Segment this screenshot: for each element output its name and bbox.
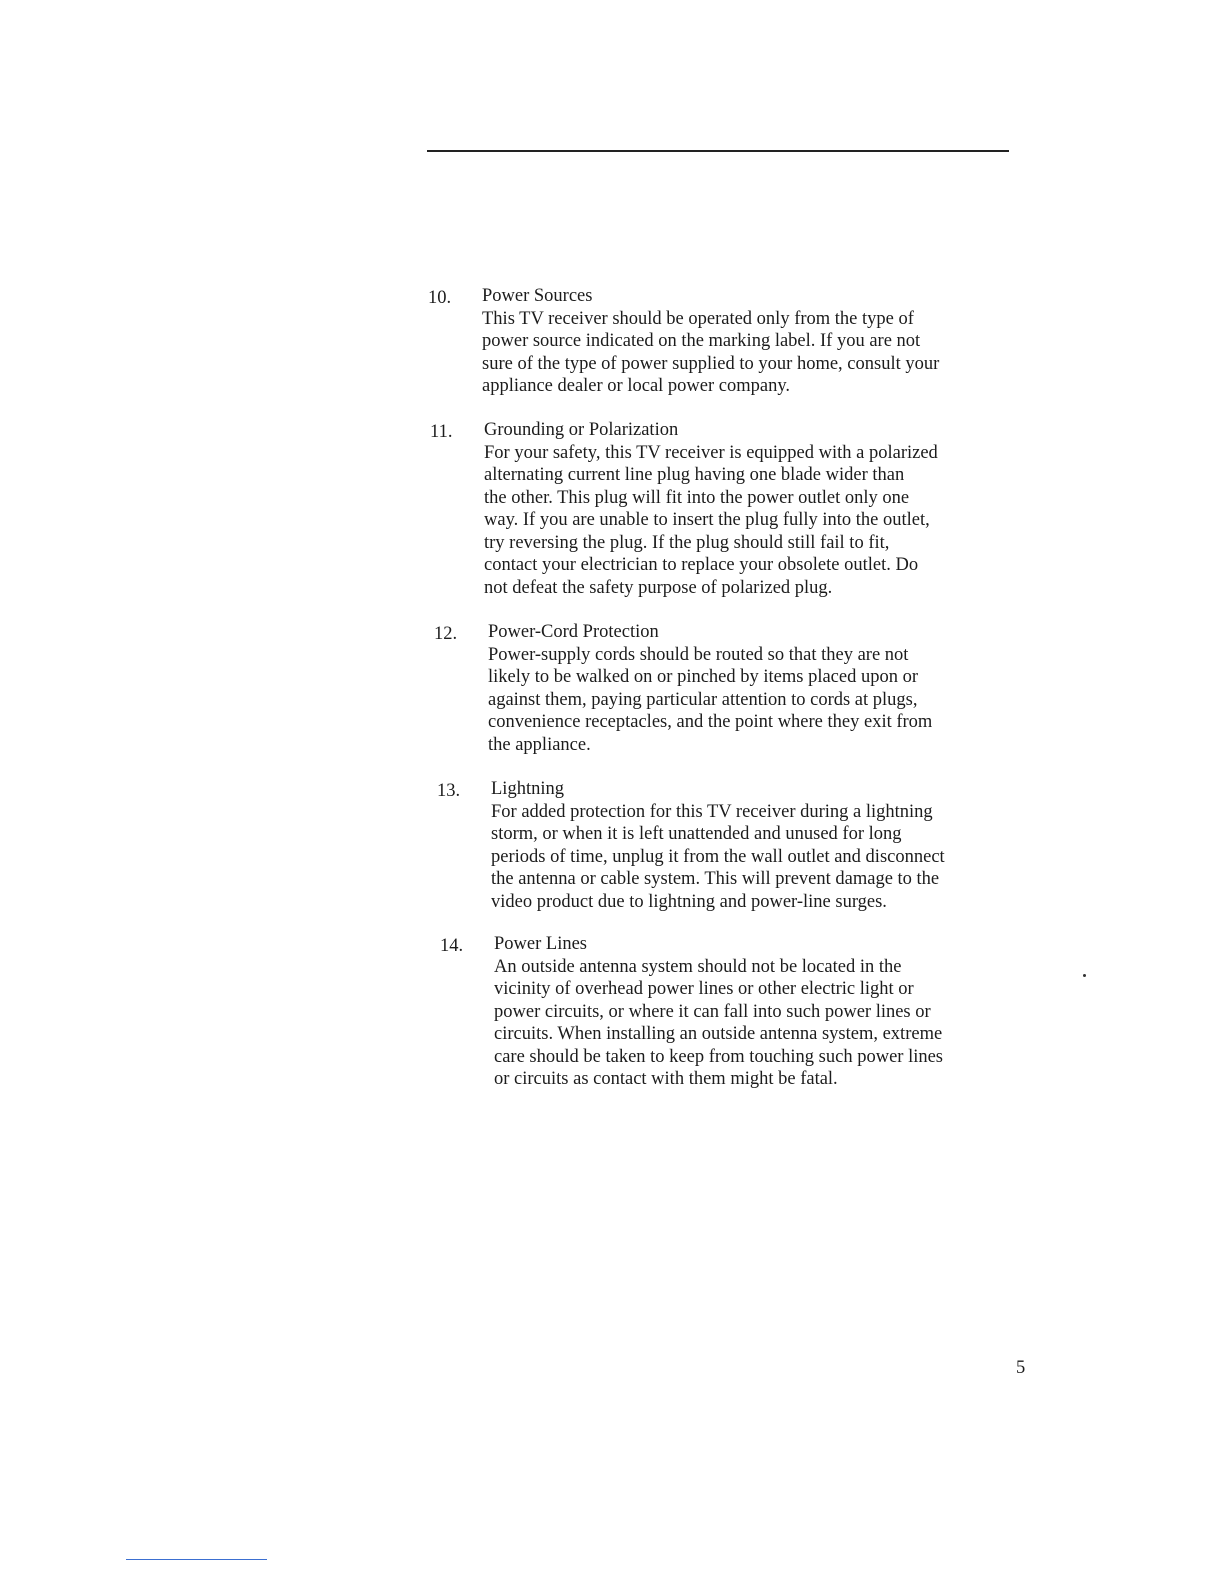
item-number: 11. bbox=[430, 422, 453, 442]
body-line: vicinity of overhead power lines or other electric light or bbox=[494, 979, 914, 999]
body-line: An outside antenna system should not be located in the bbox=[494, 956, 902, 977]
body-line: appliance dealer or local power company. bbox=[482, 376, 791, 396]
body-line: storm, or when it is left unattended and unused for long bbox=[491, 824, 902, 844]
list-item-grounding bbox=[430, 419, 1044, 599]
item-body bbox=[488, 644, 1048, 757]
body-line: try reversing the plug. If the plug should still fail to fit, bbox=[484, 532, 890, 553]
body-line: the appliance. bbox=[488, 734, 591, 755]
body-line: likely to be walked on or pinched by items placed upon or bbox=[488, 667, 919, 687]
body-line: way. If you are unable to insert the plug fully into the outlet, bbox=[484, 510, 930, 530]
body-line: power circuits, or where it can fall into such power lines or bbox=[494, 1001, 931, 1022]
item-number: 12. bbox=[434, 624, 458, 644]
body-line: This TV receiver should be operated only from the type of bbox=[482, 308, 914, 329]
item-heading: Power Lines bbox=[494, 934, 587, 954]
body-line: alternating current line plug having one blade wider than bbox=[484, 465, 905, 485]
item-number: 14. bbox=[440, 936, 464, 956]
body-line: power source indicated on the marking label. If you are not bbox=[482, 331, 921, 351]
item-body bbox=[494, 956, 1054, 1091]
body-line: the other. This plug will fit into the power outlet only one bbox=[484, 487, 910, 508]
item-body bbox=[482, 308, 1042, 398]
body-line: convenience receptacles, and the point where they exit from bbox=[488, 712, 933, 732]
list-item-power-cord bbox=[434, 621, 1048, 756]
item-heading: Power Sources bbox=[482, 286, 593, 306]
body-line: the antenna or cable system. This will prevent damage to the bbox=[491, 869, 940, 889]
item-body bbox=[491, 801, 1051, 914]
item-heading: Lightning bbox=[491, 779, 564, 799]
body-line: against them, paying particular attention to cords at plugs, bbox=[488, 689, 918, 710]
body-line: sure of the type of power supplied to your home, consult your bbox=[482, 353, 940, 374]
scan-speck bbox=[1083, 974, 1086, 977]
item-number: 13. bbox=[437, 781, 461, 801]
item-body bbox=[484, 442, 1044, 600]
body-line: circuits. When installing an outside antenna system, extreme bbox=[494, 1024, 943, 1044]
list-item-lightning bbox=[437, 778, 1051, 913]
item-heading: Power-Cord Protection bbox=[488, 622, 659, 642]
body-line: care should be taken to keep from touching such power lines bbox=[494, 1046, 944, 1067]
body-line: not defeat the safety purpose of polarized plug. bbox=[484, 577, 833, 598]
list-item-power-sources bbox=[428, 285, 1042, 398]
body-line: video product due to lightning and power-line surges. bbox=[491, 891, 887, 912]
page-number: 5 bbox=[1016, 1358, 1026, 1378]
item-heading: Grounding or Polarization bbox=[484, 420, 679, 440]
footer-rule bbox=[126, 1559, 267, 1560]
body-line: Power-supply cords should be routed so that they are not bbox=[488, 644, 909, 665]
body-line: For your safety, this TV receiver is equipped with a polarized bbox=[484, 442, 938, 463]
list-item-power-lines bbox=[440, 933, 1054, 1091]
body-line: or circuits as contact with them might be fatal. bbox=[494, 1069, 838, 1089]
body-line: periods of time, unplug it from the wall outlet and disconnect bbox=[491, 846, 945, 867]
body-line: contact your electrician to replace your obsolete outlet. Do bbox=[484, 555, 919, 575]
item-number: 10. bbox=[428, 288, 452, 308]
body-line: For added protection for this TV receiver during a lightning bbox=[491, 801, 933, 822]
